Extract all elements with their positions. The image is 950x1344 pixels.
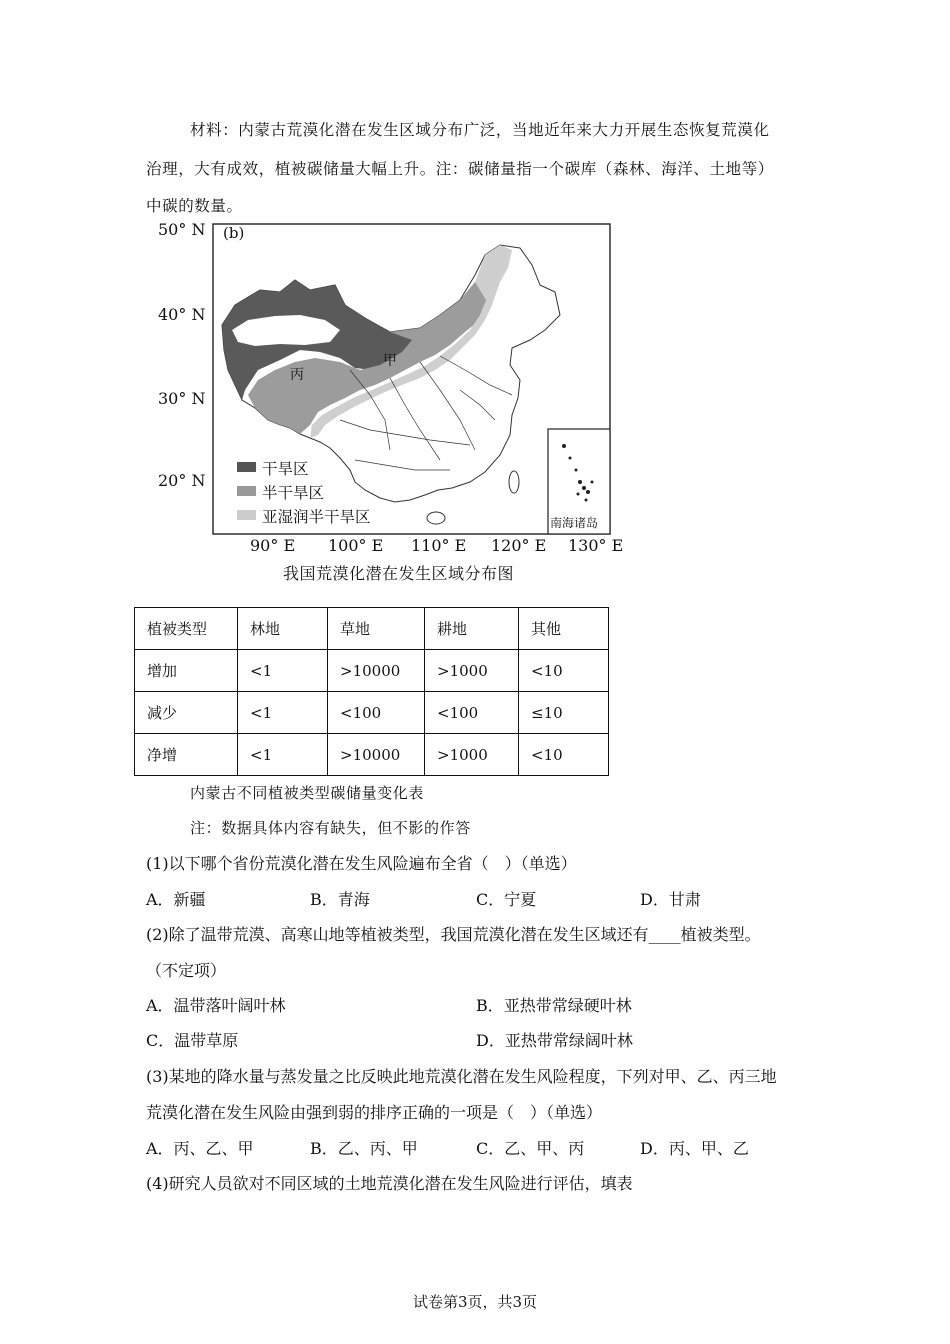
q1-option-d[interactable]: D．甘肃 [640,890,701,909]
panel-label: (b) [223,224,245,242]
table-cell: <100 [328,692,425,734]
desertification-map [140,220,640,590]
q3-option-d[interactable]: D．丙、甲、乙 [640,1139,749,1158]
legend-label-sub-humid: 亚湿润半干旱区 [262,508,371,526]
lon-label-120: 120° E [491,536,547,555]
table-cell: 林地 [238,608,328,650]
q1-option-b[interactable]: B．青海 [310,890,370,909]
table-cell: ≤10 [519,692,609,734]
q2-option-c[interactable]: C．温带草原 [146,1031,239,1050]
question-1-stem: (1)以下哪个省份荒漠化潜在发生风险遍布全省（ ）（单选） [146,854,577,873]
table-row [135,734,609,776]
table-cell: <10 [519,650,609,692]
q2-option-b[interactable]: B．亚热带常绿硬叶林 [476,996,632,1015]
table-caption: 内蒙古不同植被类型碳储量变化表 [190,784,425,802]
question-3-stem-2: 荒漠化潜在发生风险由强到弱的排序正确的一项是（ ）（单选） [146,1103,603,1122]
table-cell: 其他 [519,608,609,650]
lon-label-110: 110° E [411,536,467,555]
table-cell: >1000 [425,650,519,692]
taiwan-shape [509,471,519,493]
table-cell: 增加 [135,650,238,692]
question-4-stem: (4)研究人员欲对不同区域的土地荒漠化潜在发生风险进行评估，填表 [146,1174,633,1193]
lon-label-130: 130° E [568,536,624,555]
q3-option-a[interactable]: A．丙、乙、甲 [146,1139,254,1158]
q2-option-d[interactable]: D．亚热带常绿阔叶林 [476,1031,633,1050]
table-cell: <1 [238,692,328,734]
material-line-3: 中碳的数量。 [146,197,243,215]
page-footer: 试卷第3页，共3页 [412,1293,538,1311]
q3-option-c[interactable]: C．乙、甲、丙 [476,1139,585,1158]
material-line-1: 材料：内蒙古荒漠化潜在发生区域分布广泛，当地近年来大力开展生态恢复荒漠化 [190,121,770,139]
table-header-row [135,608,609,650]
q2-option-a[interactable]: A．温带落叶阔叶林 [146,996,286,1015]
material-line-2: 治理，大有成效，植被碳储量大幅上升。注：碳储量指一个碳库（森林、海洋、土地等） [146,160,774,178]
table-row [135,650,609,692]
table-cell: 草地 [328,608,425,650]
q1-option-a[interactable]: A．新疆 [146,890,206,909]
table-cell: <100 [425,692,519,734]
legend-swatch-sub-humid [237,510,256,520]
question-3-stem: (3)某地的降水量与蒸发量之比反映此地荒漠化潜在发生风险程度，下列对甲、乙、丙三地 [146,1067,777,1086]
table-cell: 植被类型 [135,608,238,650]
inset-label: 南海诸岛 [550,516,599,530]
hainan-shape [427,512,445,524]
place-label-bing: 丙 [290,367,304,383]
table-cell: >1000 [425,734,519,776]
carbon-storage-table [134,607,609,776]
table-cell: <1 [238,650,328,692]
lat-label-40: 40° N [158,305,206,324]
q3-option-b[interactable]: B．乙、丙、甲 [310,1139,418,1158]
lat-label-50: 50° N [158,220,206,239]
lat-label-20: 20° N [158,471,206,490]
lon-label-90: 90° E [250,536,296,555]
table-cell: <10 [519,734,609,776]
table-cell: 耕地 [425,608,519,650]
legend-label-arid: 干旱区 [262,460,309,478]
table-cell: <1 [238,734,328,776]
table-note: 注：数据具体内容有缺失，但不影的作答 [190,819,471,837]
legend-label-semi-arid: 半干旱区 [262,484,325,502]
legend-swatch-arid [237,462,256,472]
q1-option-c[interactable]: C．宁夏 [476,890,537,909]
map-caption: 我国荒漠化潜在发生区域分布图 [283,564,515,583]
place-label-jia: 甲 [383,353,397,369]
table-cell: 减少 [135,692,238,734]
table-cell: >10000 [328,734,425,776]
question-2-stem: (2)除了温带荒漠、高寒山地等植被类型，我国荒漠化潜在发生区域还有____植被类型。 [146,925,761,944]
table-cell: 净增 [135,734,238,776]
question-2-stem-2: （不定项） [146,961,227,980]
table-row [135,692,609,734]
legend-swatch-semi-arid [237,486,256,496]
table-cell: >10000 [328,650,425,692]
lat-label-30: 30° N [158,389,206,408]
lon-label-100: 100° E [328,536,384,555]
